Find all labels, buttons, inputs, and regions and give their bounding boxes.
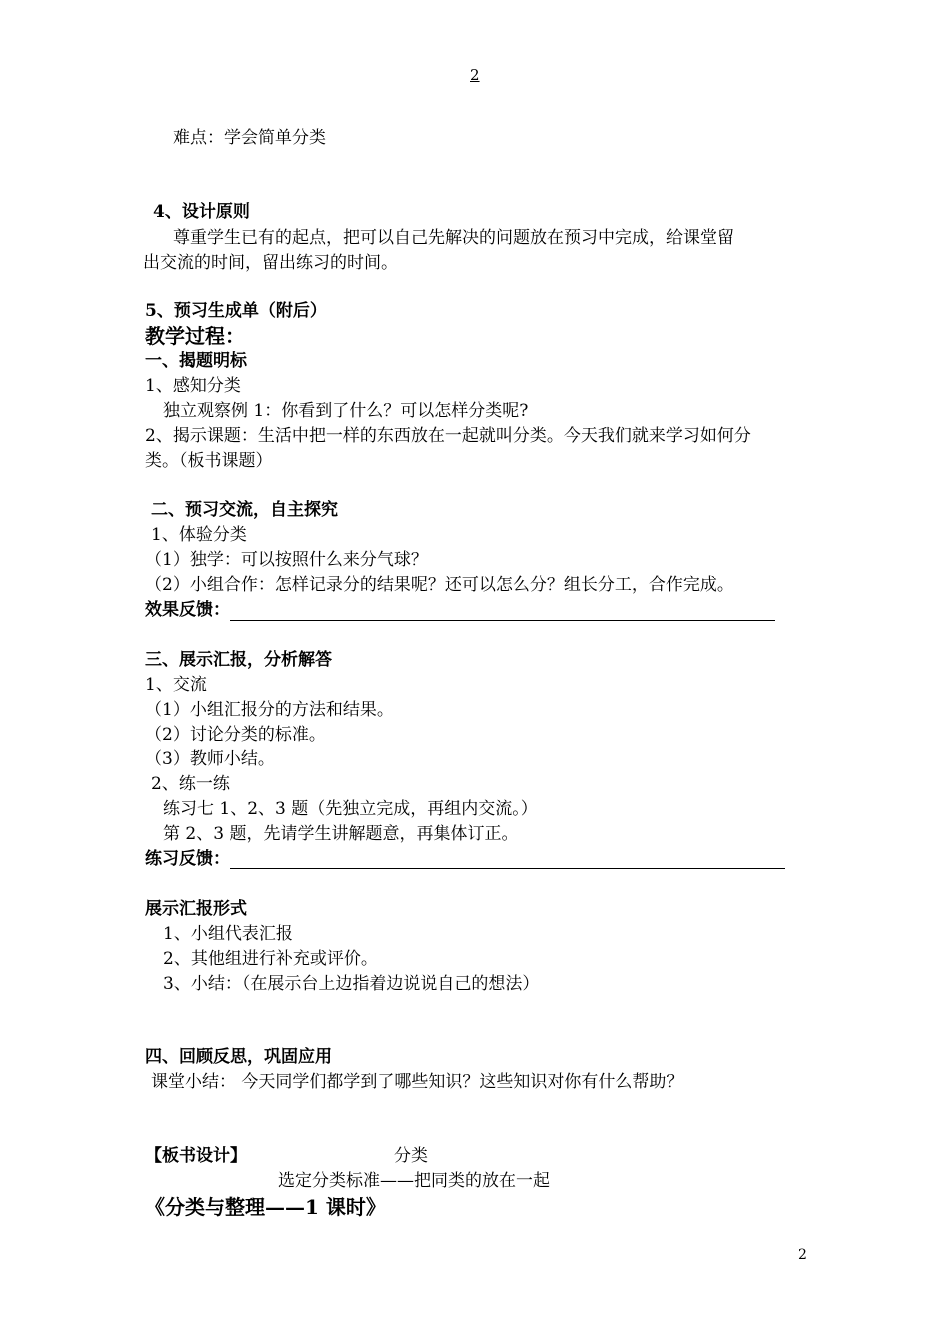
section-1-item-2-line-1: 2、揭示课题：生活中把一样的东西放在一起就叫分类。今天我们就来学习如何分	[145, 426, 751, 446]
design-principle-line-1: 尊重学生已有的起点，把可以自己先解决的问题放在预习中完成，给课堂留	[173, 228, 734, 248]
practice-feedback-label: 练习反馈：	[145, 849, 230, 869]
effect-feedback-blank-line	[230, 620, 775, 621]
section-1-heading: 一、揭题明标	[145, 351, 247, 371]
presentation-format-item-2: 2、其他组进行补充或评价。	[163, 949, 378, 969]
section-3-exercise-1: 练习七 1、2、3 题（先独立完成，再组内交流。）	[163, 799, 538, 819]
difficulty-text: 难点：学会简单分类	[173, 128, 326, 148]
section-3-item-2: 2、练一练	[151, 774, 230, 794]
footer-page-number: 2	[798, 1247, 807, 1263]
section-4-heading: 四、回顾反思，巩固应用	[145, 1047, 332, 1067]
lesson-title: 《分类与整理——1 课时》	[145, 1195, 386, 1219]
section-3-exercise-2: 第 2、3 题，先请学生讲解题意，再集体订正。	[163, 824, 519, 844]
board-design-title: 分类	[394, 1146, 428, 1166]
section-3-item-1: 1、交流	[145, 675, 207, 695]
preview-sheet-heading: 5、预习生成单（附后）	[145, 301, 327, 321]
section-1-item-1-text: 独立观察例 1：你看到了什么？可以怎样分类呢?	[163, 401, 529, 421]
presentation-format-item-1: 1、小组代表汇报	[163, 924, 293, 944]
section-3-sub-2: （2）讨论分类的标准。	[145, 725, 326, 745]
section-2-item-1: 1、体验分类	[151, 525, 247, 545]
practice-feedback-blank-line	[230, 868, 785, 869]
teaching-process-heading: 教学过程：	[145, 324, 245, 348]
board-design-label: 【板书设计】	[145, 1146, 247, 1166]
section-1-item-1: 1、感知分类	[145, 376, 241, 396]
section-2-sub-2: （2）小组合作：怎样记录分的结果呢？还可以怎么分？组长分工，合作完成。	[145, 575, 734, 595]
section-1-item-2-line-2: 类。（板书课题）	[145, 451, 273, 471]
board-design-line: 选定分类标准——把同类的放在一起	[278, 1171, 550, 1191]
class-summary-text: 课堂小结： 今天同学们都学到了哪些知识？这些知识对你有什么帮助？	[151, 1072, 684, 1092]
section-2-heading: 二、预习交流，自主探究	[151, 500, 338, 520]
section-3-sub-3: （3）教师小结。	[145, 749, 275, 769]
section-3-heading: 三、展示汇报，分析解答	[145, 650, 332, 670]
header-page-number: 2	[470, 66, 480, 84]
presentation-format-heading: 展示汇报形式	[145, 899, 247, 919]
effect-feedback-label: 效果反馈：	[145, 600, 230, 620]
presentation-format-item-3: 3、小结：（在展示台上边指着边说说自己的想法）	[163, 974, 540, 994]
section-2-sub-1: （1）独学：可以按照什么来分气球？	[145, 550, 428, 570]
section-3-sub-1: （1）小组汇报分的方法和结果。	[145, 700, 394, 720]
design-principle-line-2: 出交流的时间，留出练习的时间。	[143, 253, 398, 273]
design-principle-heading: 4、设计原则	[153, 202, 250, 222]
